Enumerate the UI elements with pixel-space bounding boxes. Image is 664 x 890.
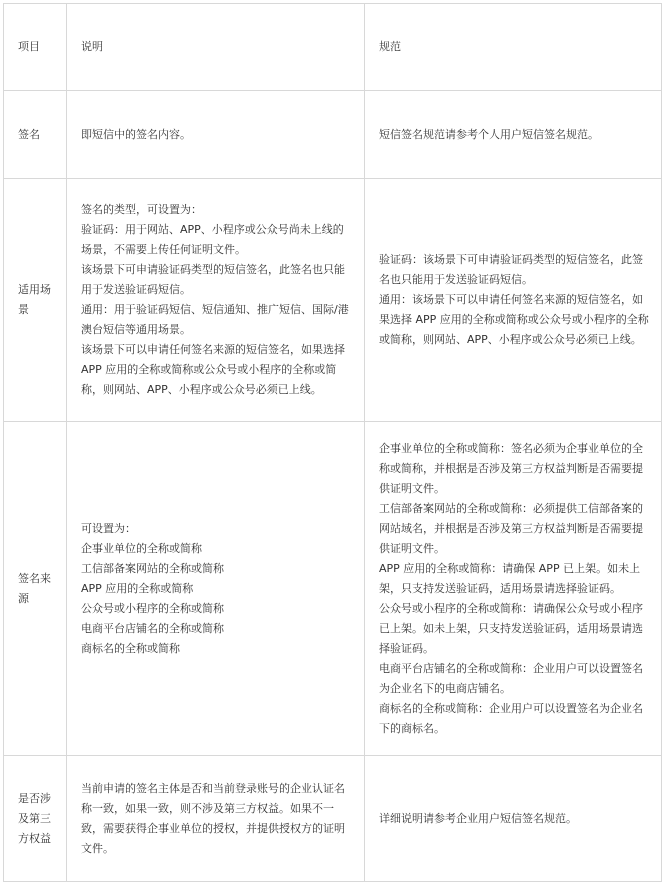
row-spec bbox=[365, 756, 662, 882]
table-header-row bbox=[4, 4, 662, 91]
header-item: 项目 bbox=[4, 4, 67, 91]
spec-line: 电商平台店铺名的全称或简称：企业用户可以设置签名为企业名下的电商店铺名。 bbox=[379, 661, 643, 695]
signature-spec-table bbox=[3, 3, 662, 882]
table-row-scenario bbox=[4, 179, 662, 422]
table-row-source bbox=[4, 422, 662, 756]
description-line: 工信部备案网站的全称或简称 bbox=[81, 561, 224, 575]
description-line: 通用：用于验证码短信、短信通知、推广短信、国际/港澳台短信等通用场景。 bbox=[81, 303, 349, 336]
spec-line: 企事业单位的全称或简称：签名必须为企事业单位的全称或简称，并根据是否涉及第三方权益判断是否需要提供证明文件。 bbox=[379, 441, 643, 495]
row-spec bbox=[365, 179, 662, 422]
spec-line: 详细说明请参考企业用户短信签名规范。 bbox=[379, 811, 577, 825]
row-description bbox=[67, 179, 365, 422]
description-line: 验证码：用于网站、APP、小程序或公众号尚未上线的场景，不需要上传任何证明文件。 bbox=[81, 223, 344, 256]
spec-line: 商标名的全称或简称：企业用户可以设置签名为企业名下的商标名。 bbox=[379, 701, 643, 735]
spec-line: 工信部备案网站的全称或简称：必须提供工信部备案的网站域名，并根据是否涉及第三方权益判断是否需要提供证明文件。 bbox=[379, 501, 643, 555]
row-description bbox=[67, 422, 365, 756]
header-spec: 规范 bbox=[365, 4, 662, 91]
spec-line: 通用：该场景下可以申请任何签名来源的短信签名，如果选择 APP 应用的全称或简称或公众号或小程序的全称或简称，则网站、APP、小程序或公众号必须已上线。 bbox=[379, 293, 649, 346]
description-line: 签名的类型，可设置为： bbox=[81, 203, 202, 216]
description-line: 该场景下可申请验证码类型的短信签名，此签名也只能用于发送验证码短信。 bbox=[81, 263, 345, 296]
description-line: 可设置为： bbox=[81, 521, 136, 535]
row-description bbox=[67, 756, 365, 882]
description-line: 商标名的全称或简称 bbox=[81, 641, 180, 655]
spec-line: 验证码：该场景下可申请验证码类型的短信签名，此签名也只能用于发送验证码短信。 bbox=[379, 253, 643, 286]
table-row-third-party-rights bbox=[4, 756, 662, 882]
description-line: 该场景下可以申请任何签名来源的短信签名，如果选择 APP 应用的全称或简称或公众号或小程序的全称或简称，则网站、APP、小程序或公众号必须已上线。 bbox=[81, 343, 345, 396]
description-line: 当前申请的签名主体是否和当前登录账号的企业认证名称一致，如果一致，则不涉及第三方权益。如果不一致，需要获得企事业单位的授权，并提供授权方的证明文件。 bbox=[81, 781, 345, 855]
row-item-label: 签名来源 bbox=[4, 422, 67, 756]
description-line: 即短信中的签名内容。 bbox=[81, 127, 191, 141]
description-line: APP 应用的全称或简称 bbox=[81, 581, 194, 595]
row-item-label: 签名 bbox=[4, 91, 67, 179]
description-line: 企事业单位的全称或简称 bbox=[81, 541, 202, 555]
description-line: 电商平台店铺名的全称或简称 bbox=[81, 621, 224, 635]
row-spec bbox=[365, 422, 662, 756]
spec-line: APP 应用的全称或简称：请确保 APP 已上架。如未上架，只支持发送验证码，适用场景请选择验证码。 bbox=[379, 561, 641, 595]
spec-line: 短信签名规范请参考个人用户短信签名规范。 bbox=[379, 127, 599, 141]
row-item-label: 是否涉及第三方权益 bbox=[4, 756, 67, 882]
header-description: 说明 bbox=[67, 4, 365, 91]
row-description bbox=[67, 91, 365, 179]
spec-line: 公众号或小程序的全称或简称：请确保公众号或小程序已上架。如未上架，只支持发送验证码，适用场景请选择验证码。 bbox=[379, 601, 643, 655]
row-item-label: 适用场景 bbox=[4, 179, 67, 422]
row-spec bbox=[365, 91, 662, 179]
table-row-signature bbox=[4, 91, 662, 179]
description-line: 公众号或小程序的全称或简称 bbox=[81, 601, 224, 615]
